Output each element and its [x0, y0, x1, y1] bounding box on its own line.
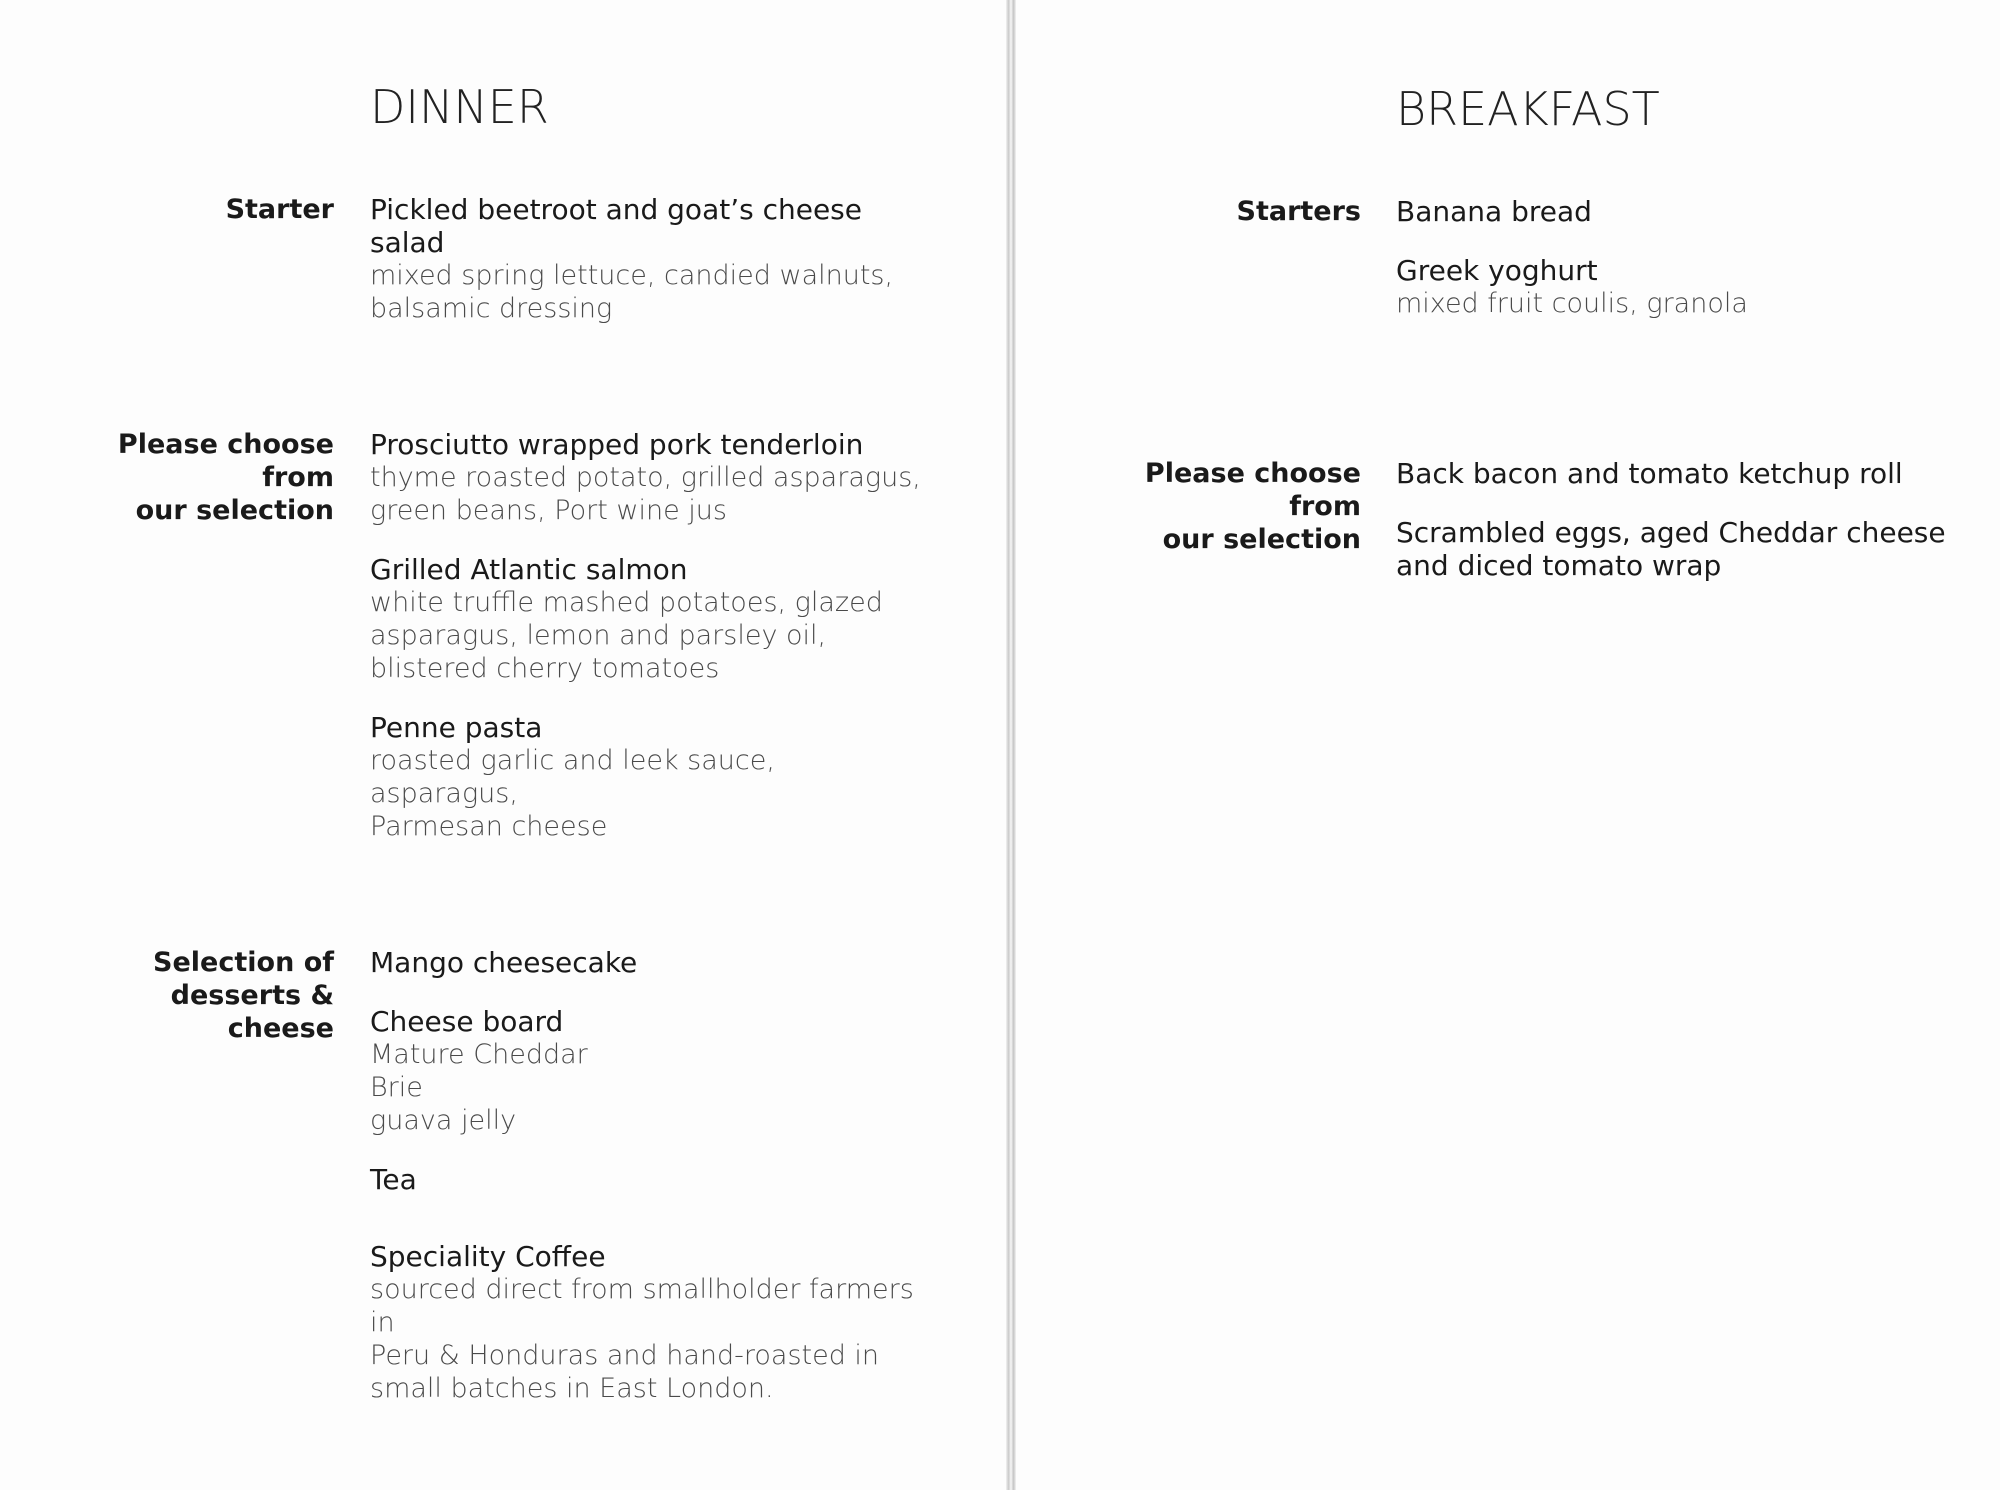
menu-item-name: Speciality Coffee — [370, 1240, 606, 1273]
dinner-title: DINNER — [370, 80, 549, 134]
breakfast-starters-items — [1396, 195, 1956, 346]
menu-item — [370, 553, 930, 685]
menu-item-name-cont: and diced tomato wrap — [1396, 549, 1722, 582]
dinner-starter-label: Starter — [225, 194, 334, 225]
menu-item-desc: Parmesan cheese — [370, 811, 608, 842]
menu-item-desc: Brie — [370, 1072, 423, 1103]
dinner-mains-label: Please choose from our selection — [117, 429, 334, 526]
dinner-starter-items — [370, 193, 930, 351]
dinner-desserts-items — [370, 946, 930, 1431]
breakfast-page — [1016, 0, 2000, 1490]
menu-item — [1396, 457, 1976, 490]
menu-item-desc: Mature Cheddar — [370, 1039, 588, 1070]
menu-item-desc: green beans, Port wine jus — [370, 495, 727, 526]
menu-item-name: Banana bread — [1396, 195, 1592, 228]
menu-item-name: Penne pasta — [370, 711, 543, 744]
menu-item-name: Scrambled eggs, aged Cheddar cheese — [1396, 516, 1946, 549]
dinner-desserts-label: Selection of desserts & cheese — [153, 947, 334, 1044]
dinner-mains-items — [370, 428, 930, 869]
menu-item-name: Tea — [370, 1163, 417, 1196]
menu-item — [370, 193, 930, 325]
menu-item-desc: Peru & Honduras and hand-roasted in — [370, 1340, 880, 1371]
menu-item-name: Pickled beetroot and goat’s cheese salad — [370, 193, 862, 259]
menu-item-name: Greek yoghurt — [1396, 254, 1598, 287]
menu-item-name: Back bacon and tomato ketchup roll — [1396, 457, 1903, 490]
menu-item — [1396, 254, 1956, 320]
menu-item-desc: thyme roasted potato, grilled asparagus, — [370, 462, 921, 493]
menu-item — [370, 1240, 930, 1405]
breakfast-mains-label: Please choose from our selection — [1144, 458, 1361, 555]
menu-item-name: Grilled Atlantic salmon — [370, 553, 688, 586]
menu-item-name: Prosciutto wrapped pork tenderloin — [370, 428, 864, 461]
menu-item-desc: guava jelly — [370, 1105, 517, 1136]
menu-item-desc: mixed fruit coulis, granola — [1396, 288, 1748, 319]
menu-item-desc: white truffle mashed potatoes, glazed — [370, 587, 883, 618]
menu-item-desc: sourced direct from smallholder farmers in — [370, 1274, 914, 1338]
menu-item — [1396, 516, 1976, 582]
menu-item — [370, 711, 930, 843]
menu-item-desc: asparagus, lemon and parsley oil, — [370, 620, 827, 651]
breakfast-title: BREAKFAST — [1396, 82, 1660, 136]
menu-item — [370, 1163, 930, 1196]
menu-item-desc: blistered cherry tomatoes — [370, 653, 720, 684]
menu-item-desc: mixed spring lettuce, candied walnuts, — [370, 260, 894, 291]
menu-item — [1396, 195, 1956, 228]
menu-item-name: Mango cheesecake — [370, 946, 638, 979]
menu-item-desc: small batches in East London. — [370, 1373, 774, 1404]
page-fold — [1006, 0, 1016, 1490]
menu-item-desc: balsamic dressing — [370, 293, 613, 324]
menu-item-desc: roasted garlic and leek sauce, asparagus, — [370, 745, 775, 809]
breakfast-starters-label: Starters — [1236, 196, 1361, 227]
menu-item — [370, 946, 930, 979]
menu-item-name: Cheese board — [370, 1005, 564, 1038]
menu-item — [370, 428, 930, 527]
menu-item — [370, 1005, 930, 1137]
breakfast-mains-items — [1396, 457, 1976, 608]
